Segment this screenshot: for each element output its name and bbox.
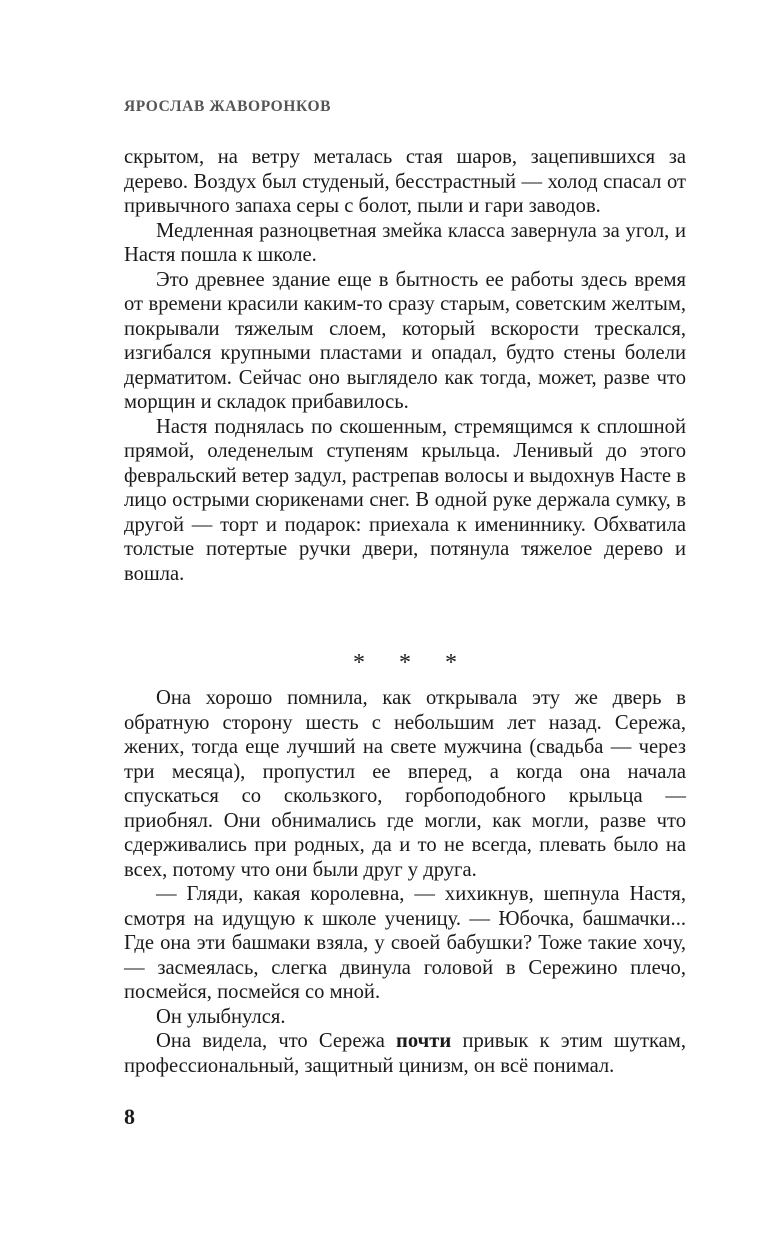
paragraph-8 xyxy=(124,1029,686,1078)
text-section-2 xyxy=(124,686,686,1078)
paragraph-5: Она хорошо помнила, как открывала эту же дверь в обратную сторону шесть с небольшим лет назад. Сережа, жених, тогда еще лучший на свете мужчина (свадьба — через три месяца), пропустил ее вперед, а когда она начала спускаться со скользкого, горбоподобного крыльца — приобнял. Они обнимались где могли, как могли, разве что сдерживались при родных, да и то не всегда, плевать было на всех, потому что они были друг у друга. xyxy=(124,687,686,881)
text-section-1 xyxy=(124,145,686,586)
paragraph-4: Настя поднялась по скошенным, стремящимся к сплошной прямой, оледенелым ступеням крыльца. Ленивый до этого февральский ветер задул, растрепав волосы и выдохнув Насте в лицо острыми сюрикенами снег. В одной руке держала сумку, в другой — торт и подарок: приехала к имениннику. Обхватила толстые потертые ручки двери, потянула тяжелое дерево и вошла. xyxy=(124,415,686,585)
paragraph-2: Медленная разноцветная змейка класса завернула за угол, и Настя пошла к школе. xyxy=(124,219,686,266)
paragraph-1: скрытом, на ветру металась стая шаров, зацепившихся за дерево. Воздух был студеный, бесстрастный — холод спасал от привычного запаха серы с болот, пыли и гари заводов. xyxy=(124,146,686,217)
paragraph-3: Это древнее здание еще в бытность ее работы здесь время от времени красили каким-то сразу старым, советским желтым, покрывали тяжелым слоем, который вскорости трескался, изгибался крупными пластами и опадал, будто стены болели дерматитом. Сейчас оно выглядело как тогда, может, разве что морщин и складок прибавилось. xyxy=(124,268,686,413)
section-separator: * * * xyxy=(353,650,471,676)
page-number: 8 xyxy=(124,1104,135,1129)
paragraph-8-before: Она видела, что Сережа xyxy=(156,1030,397,1052)
bold-word: почти xyxy=(396,1030,452,1052)
running-head: ЯРОСЛАВ ЖАВОРОНКОВ xyxy=(124,98,332,115)
paragraph-8-after: привык к этим шуткам, профессиональный, защитный цинизм, он всё понимал. xyxy=(124,1030,686,1077)
paragraph-6: — Гляди, какая королевна, — хихикнув, шепнула Настя, смотря на идущую к школе ученицу. — Юбочка, башмачки... Где она эти башмаки взяла, у своей бабушки? Тоже такие хочу, — засмеялась, слегка двинула головой в Сережино плечо, посмейся, посмейся со мной. xyxy=(124,883,686,1003)
paragraph-7: Он улыбнулся. xyxy=(156,1005,286,1028)
